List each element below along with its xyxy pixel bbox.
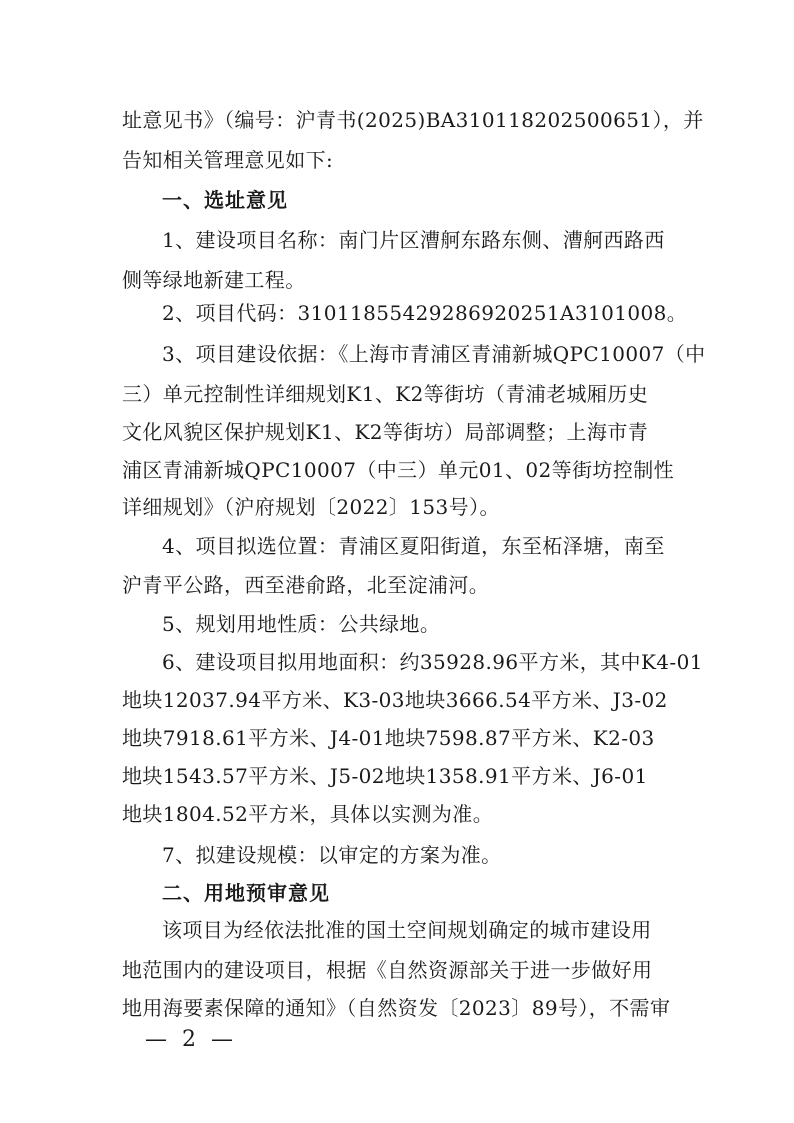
body-text-line: 7、拟建设规模：以审定的方案为准。 [162,843,502,867]
body-text-line: 5、规划用地性质：公共绿地。 [162,612,441,636]
body-text-line: 文化风貌区保护规划K1、K2等街坊）局部调整；上海市青 [122,420,649,444]
body-text-line: 2、项目代码：31011855429286920251A3101008。 [162,301,688,325]
body-text-line: 侧等绿地新建工程。 [122,268,306,292]
body-text-line: 址意见书》（编号：沪青书(2025)BA310118202500651），并 [122,108,704,132]
body-text-line: 1、建设项目名称：南门片区漕舸东路东侧、漕舸西路西 [162,228,665,252]
body-text-line: 三）单元控制性详细规划K1、K2等街坊（青浦老城厢历史 [122,382,649,406]
body-text-line: 该项目为经依法批准的国土空间规划确定的城市建设用 [162,918,652,942]
body-text-line: 浦区青浦新城QPC10007（中三）单元01、02等街坊控制性 [122,458,675,482]
page-number: — 2 — [145,1027,237,1052]
body-text-line: 6、建设项目拟用地面积：约35928.96平方米，其中K4-01 [162,650,703,674]
body-text-line: 地用海要素保障的通知》（自然资发〔2023〕89号），不需审 [122,996,671,1020]
body-text-line: 地块1543.57平方米、J5-02地块1358.91平方米、J6-01 [122,764,648,788]
body-text-line: 详细规划》（沪府规划〔2022〕153号）。 [122,495,500,519]
body-text-line: 3、项目建设依据：《上海市青浦区青浦新城QPC10007（中 [162,342,706,366]
body-text-line: 沪青平公路，西至港俞路，北至淀浦河。 [122,573,490,597]
section-heading-land-use-review: 二、用地预审意见 [162,881,330,905]
section-heading-site-selection: 一、选址意见 [162,188,288,212]
body-text-line: 地块1804.52平方米，具体以实测为准。 [122,802,494,826]
body-text-line: 告知相关管理意见如下: [122,148,334,172]
body-text-line: 地范围内的建设项目，根据《自然资源部关于进一步做好用 [122,958,653,982]
body-text-line: 地块12037.94平方米、K3-03地块3666.54平方米、J3-02 [122,688,668,712]
body-text-line: 地块7918.61平方米、J4-01地块7598.87平方米、K2-03 [122,726,655,750]
body-text-line: 4、项目拟选位置：青浦区夏阳街道，东至柘泽塘，南至 [162,534,665,558]
